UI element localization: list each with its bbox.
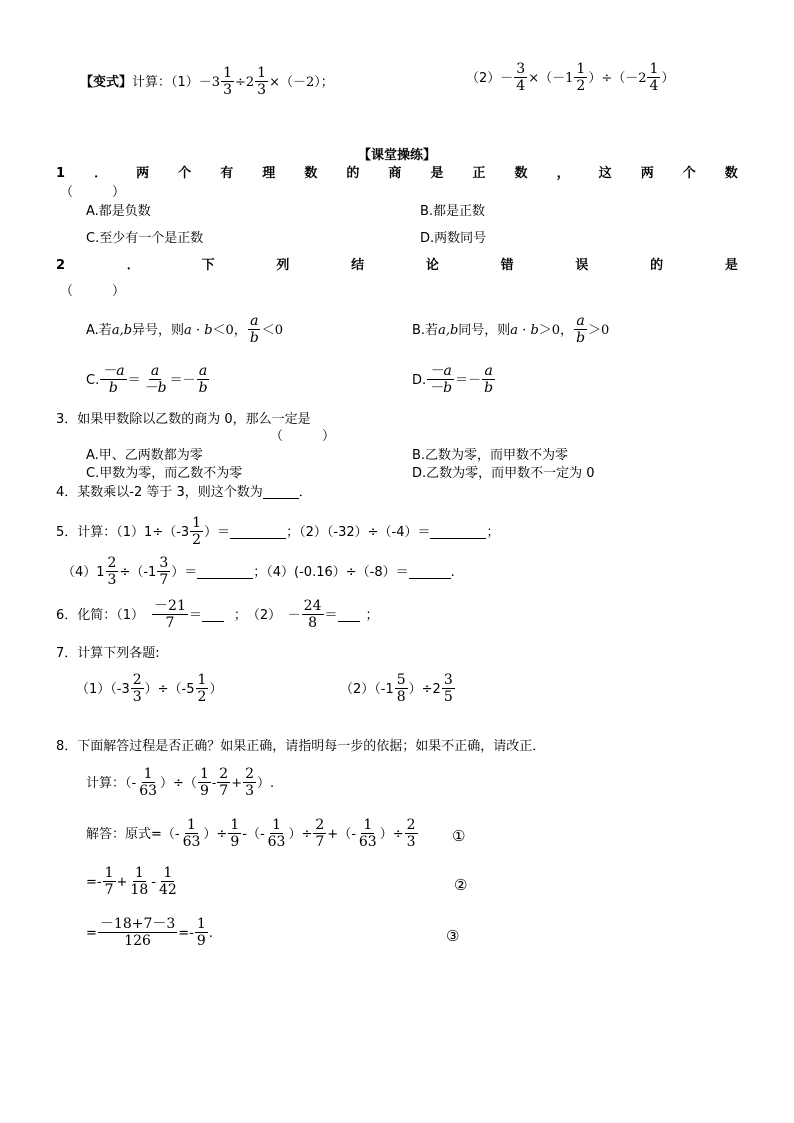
stem-char: 个	[682, 166, 696, 181]
opt-b-mid: 同号，则	[458, 322, 511, 338]
fraction: $\frac{1}{7}$	[104, 865, 114, 899]
question-6	[56, 599, 379, 632]
opt-a-pre: A.若	[86, 322, 112, 338]
variant-p1-rest: ×（－2）；	[269, 74, 334, 90]
q8-ans-a1: ）÷	[203, 826, 228, 842]
fraction: $\frac{2}{3}$	[245, 766, 255, 800]
question-2-paren: （ ）	[60, 284, 126, 299]
variant-part-1	[80, 66, 334, 99]
fraction: $\frac{1}{3}$	[223, 65, 232, 99]
fraction: $\frac{1}{2}$	[576, 61, 586, 95]
question-3-option-a: A.甲、乙两数都为零	[86, 448, 203, 463]
section-title: 【课堂操练】	[358, 148, 437, 163]
step-2-mark: ②	[454, 876, 468, 894]
q7-p2a: （2）（-1	[340, 681, 394, 697]
q8-s3-end: .	[208, 925, 213, 941]
question-2-option-d	[412, 364, 496, 397]
question-8-calc	[86, 767, 274, 800]
fraction: $\frac{1}{42}$	[158, 865, 177, 899]
question-1-option-c: C.至少有一个是正数	[86, 231, 204, 246]
q8-calc-mid: ）÷（	[160, 775, 197, 791]
fraction: $\frac{a}{b}$	[198, 363, 208, 397]
q5-l2b: ÷（-1	[119, 564, 157, 580]
fraction: $\frac{-18+7-3}{126}$	[99, 916, 176, 950]
stem-char: 论	[425, 258, 439, 273]
q8-s3-a1: =-	[178, 925, 194, 941]
stem-char: ．	[94, 166, 108, 181]
question-8-answer	[86, 818, 419, 851]
stem-char: 列	[276, 258, 290, 273]
fraction: $\frac{3}{4}$	[516, 61, 526, 95]
question-1-option-b: B.都是正数	[420, 204, 486, 219]
answer-blank[interactable]	[230, 526, 286, 539]
step-3-mark: ③	[446, 927, 460, 945]
opt-b-expr: a · b	[510, 322, 539, 338]
question-2-option-c	[86, 364, 211, 397]
fraction: $\frac{1}{9}$	[199, 766, 209, 800]
q8-ans-a5: ）÷	[379, 826, 404, 842]
question-5-line-1	[56, 516, 499, 549]
stem-char: 两	[136, 166, 150, 181]
variant-p1-div: ÷2	[235, 74, 255, 90]
question-8-stem: 8．下面解答过程是否正确？如果正确，请指明每一步的依据；如果不正确，请改正．	[56, 739, 546, 754]
q6-eq2: ＝	[324, 607, 338, 623]
stem-char: 2	[56, 258, 66, 273]
question-3-option-c: C.甲数为零，而乙数不为零	[86, 466, 243, 481]
fraction: $\frac{1}{9}$	[230, 817, 240, 851]
fraction: $\frac{1}{9}$	[196, 916, 206, 950]
question-2-option-b	[412, 314, 609, 347]
question-4-end: ．	[298, 485, 312, 500]
stem-char: 正	[472, 166, 486, 181]
question-1-option-a: A.都是负数	[86, 204, 151, 219]
q8-calc-end: ）.	[257, 775, 275, 791]
fraction: $\frac{2}{3}$	[132, 672, 142, 706]
opt-a-expr: a · b	[184, 322, 213, 338]
stem-char: 数	[304, 166, 318, 181]
fraction: $\frac{2}{7}$	[315, 817, 325, 851]
answer-blank[interactable]	[409, 566, 451, 579]
q5-l2a: （4）1	[62, 564, 105, 580]
fraction: $\frac{-a}{-b}$	[429, 363, 453, 397]
opt-a-ab: a,b	[111, 322, 133, 338]
variant-p2-label: （2）	[466, 70, 501, 86]
fraction: $\frac{a}{b}$	[576, 313, 586, 347]
variant-prefix: 计算：（1）	[132, 74, 199, 90]
fraction: $\frac{1}{2}$	[192, 515, 202, 549]
stem-char: 个	[178, 166, 192, 181]
q6-mid: ； （2） －	[233, 607, 301, 623]
fraction: $\frac{2}{3}$	[107, 555, 117, 589]
answer-blank[interactable]	[430, 526, 486, 539]
stem-char: ，	[556, 166, 570, 181]
question-4	[56, 486, 312, 499]
question-3-stem: 3．如果甲数除以乙数的商为 0，那么一定是	[56, 412, 311, 427]
opt-b-ab: a,b	[438, 322, 459, 338]
question-4-text: 4．某数乘以-2 等于 3，则这个数为	[56, 485, 263, 500]
opt-a-lt: ＜0，	[212, 322, 247, 338]
opt-c-pre: C.	[86, 372, 100, 388]
q7-p1a: （1）（-3	[76, 681, 130, 697]
fraction: $\frac{1}{4}$	[649, 61, 659, 95]
question-1-option-d: D.两数同号	[420, 231, 487, 246]
step-1-mark: ①	[452, 827, 466, 845]
question-7-part-2	[340, 673, 456, 706]
answer-blank[interactable]	[197, 566, 253, 579]
q5-l2e: .	[450, 564, 455, 580]
stem-char: 误	[575, 258, 589, 273]
question-7-part-1	[76, 673, 222, 706]
question-1-paren: （ ）	[60, 185, 126, 200]
opt-a-end: ＜0	[261, 322, 284, 338]
variant-part-2	[466, 62, 674, 95]
q8-calc-m3: +	[231, 775, 243, 791]
variant-p2-neg: －	[500, 70, 514, 86]
fraction: $\frac{1}{2}$	[197, 672, 207, 706]
stem-char: 商	[388, 166, 402, 181]
question-8-step-3	[86, 917, 213, 950]
stem-char: 是	[724, 258, 738, 273]
opt-d-eq: ＝－	[455, 372, 482, 388]
question-2-stem	[56, 259, 738, 272]
stem-char: 的	[650, 258, 664, 273]
q8-s3-pre: =	[86, 925, 97, 941]
stem-char: 是	[430, 166, 444, 181]
q8-calc-pre: 计算：（-	[86, 775, 137, 791]
q8-calc-m2: -	[211, 775, 217, 791]
stem-char: 有	[220, 166, 234, 181]
q6-end: ；	[365, 607, 379, 623]
fraction: $\frac{1}{63}$	[139, 766, 158, 800]
opt-b-gt: ＞0，	[538, 322, 574, 338]
q8-ans-a4: +（-	[327, 826, 356, 842]
q8-s2-a1: +	[116, 874, 128, 890]
opt-c-eq2: ＝－	[169, 372, 196, 388]
question-3-option-d: D.乙数为零，而甲数不一定为 0	[412, 466, 595, 481]
fraction: $\frac{a}{-b}$	[143, 363, 167, 397]
q5-l1a: 5．计算：（1）1÷（-3	[56, 524, 190, 540]
answer-blank[interactable]	[202, 609, 224, 622]
stem-char: 数	[514, 166, 528, 181]
q6-eq: ＝	[188, 607, 202, 623]
variant-p2-mid: ×（－1	[528, 70, 574, 86]
q5-l1d: ；	[486, 524, 500, 540]
question-3-option-b: B.乙数为零，而甲数不为零	[412, 448, 569, 463]
question-8-step-2	[86, 866, 180, 899]
stem-char: 两	[640, 166, 654, 181]
q7-p2b: ）÷2	[408, 681, 441, 697]
fraction: $\frac{1}{3}$	[257, 65, 267, 99]
stem-char: 错	[500, 258, 514, 273]
stem-char: 的	[346, 166, 360, 181]
fraction: $\frac{1}{18}$	[130, 865, 149, 899]
question-3-paren: （ ）	[270, 429, 336, 444]
stem-char: 下	[201, 258, 215, 273]
q5-l2d: ；（4）(-0.16）÷（-8）＝	[253, 564, 409, 580]
fraction: $\frac{1}{63}$	[267, 817, 286, 851]
fraction: $\frac{1}{63}$	[182, 817, 201, 851]
opt-d-pre: D.	[412, 372, 427, 388]
fraction: $\frac{24}{8}$	[303, 598, 322, 632]
q8-ans-a3: ）÷	[288, 826, 313, 842]
fraction: $\frac{3}{5}$	[443, 672, 453, 706]
q5-l2c: ）＝	[171, 564, 198, 580]
question-1-stem	[56, 167, 738, 180]
stem-char: 结	[351, 258, 365, 273]
stem-char: 数	[724, 166, 738, 181]
q5-l1b: ）＝	[204, 524, 231, 540]
q8-s2-a2: -	[151, 874, 156, 890]
stem-char: ．	[126, 258, 140, 273]
variant-p1-neg: －3	[198, 74, 221, 90]
fraction: $\frac{a}{b}$	[249, 313, 259, 347]
q6-pre: 6．化简：（1）	[56, 607, 145, 623]
q8-ans-pre: 解答：原式=（-	[86, 826, 180, 842]
stem-char: 理	[262, 166, 276, 181]
q5-l1c: ；（2）（-32）÷（-4）＝	[286, 524, 431, 540]
answer-blank[interactable]	[263, 486, 299, 499]
q8-ans-a2: -（-	[242, 826, 265, 842]
fraction: $\frac{-21}{7}$	[154, 598, 186, 632]
answer-blank[interactable]	[338, 609, 360, 622]
variant-p2-end: ）	[661, 70, 675, 86]
fraction: $\frac{2}{3}$	[406, 817, 416, 851]
stem-char: 1	[56, 166, 66, 181]
q7-p1b: ）÷（-5	[144, 681, 195, 697]
question-5-line-2	[62, 556, 455, 589]
fraction: $\frac{a}{b}$	[484, 363, 494, 397]
opt-a-mid: 异号，则	[132, 322, 185, 338]
variant-p2-mid2: ）÷（－2	[588, 70, 647, 86]
fraction: $\frac{3}{7}$	[159, 555, 169, 589]
opt-c-eq: ＝	[127, 372, 141, 388]
fraction: $\frac{1}{63}$	[358, 817, 377, 851]
question-2-option-a	[86, 314, 283, 347]
opt-b-pre: B.若	[412, 322, 439, 338]
fraction: $\frac{-a}{b}$	[102, 363, 125, 397]
fraction: $\frac{5}{8}$	[396, 672, 406, 706]
q8-s2-pre: =-	[86, 874, 102, 890]
question-7-stem: 7．计算下列各题:	[56, 646, 160, 661]
q7-p1c: ）	[209, 681, 223, 697]
opt-b-end: ＞0	[588, 322, 610, 338]
stem-char: 这	[598, 166, 612, 181]
fraction: $\frac{2}{7}$	[219, 766, 229, 800]
variant-label: 【变式】	[80, 74, 133, 90]
